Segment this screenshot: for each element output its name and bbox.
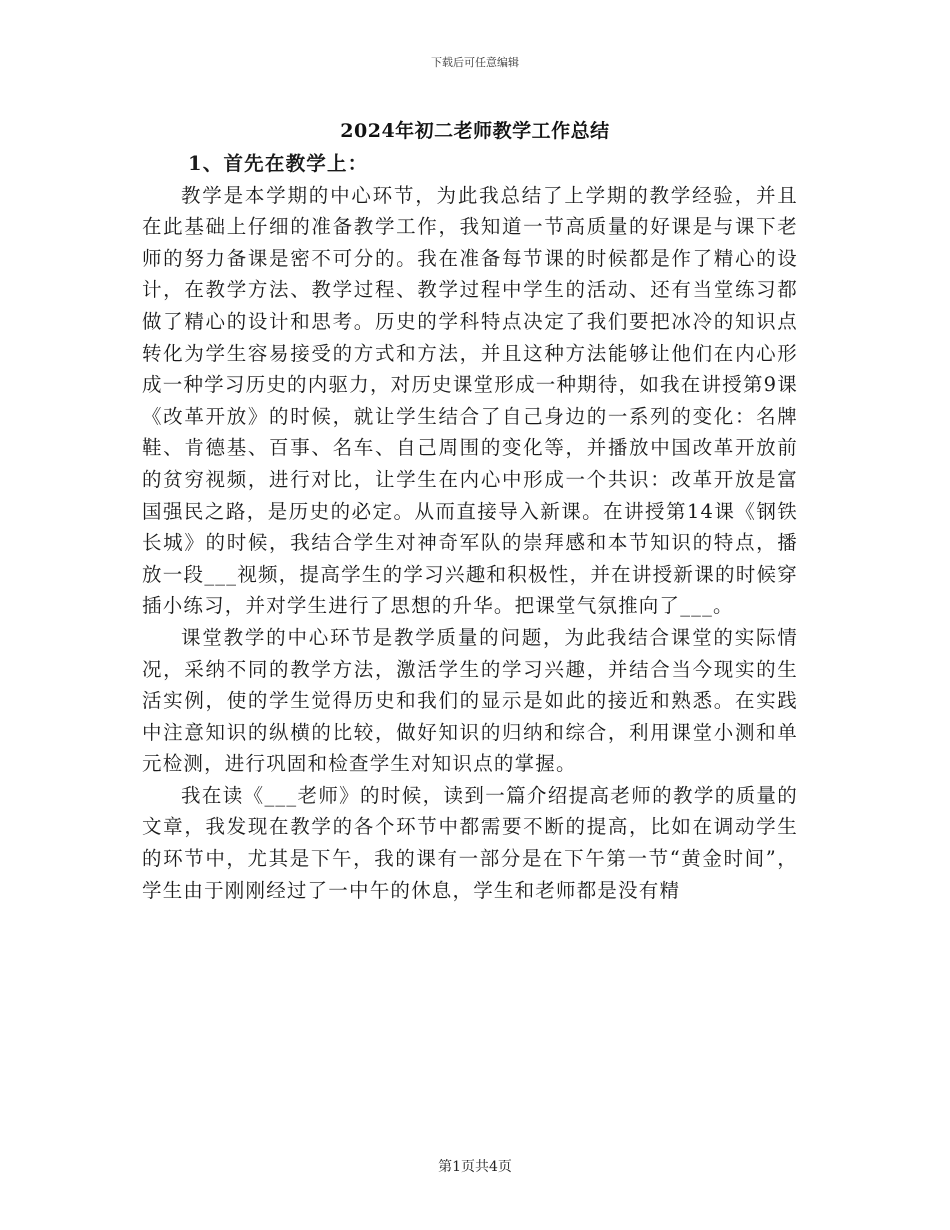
page-footer-number: 第1页共4页 [438, 1159, 512, 1175]
page-header-note: 下载后可任意编辑 [431, 56, 519, 69]
document-body [142, 148, 798, 906]
paragraph-3: 我在读《___老师》的时候，读到一篇介绍提高老师的教学的质量的文章，我发现在教学的各个环节中都需要不断的提高，比如在调动学生的环节中，尤其是下午，我的课有一部分是在下午第一节“黄金时间”，学生由于刚刚经过了一中午的休息，学生和老师都是没有精 [142, 783, 798, 902]
paragraph-1: 教学是本学期的中心环节，为此我总结了上学期的教学经验，并且在此基础上仔细的准备教学工作，我知道一节高质量的好课是与课下老师的努力备课是密不可分的。我在准备每节课的时候都是作了精心的设计，在教学方法、教学过程、教学过程中学生的活动、还有当堂练习都做了精心的设计和思考。历史的学科特点决定了我们要把冰冷的知识点转化为学生容易接受的方式和方法，并且这种方法能够让他们在内心形成一种学习历史的内驱力，对历史课堂形成一种期待，如我在讲授第9课《改革开放》的时候，就让学生结合了自己身边的一系列的变化：名牌鞋、肯德基、百事、名车、自己周围的变化等，并播放中国改革开放前的贫穷视频，进行对比，让学生在内心中形成一个共识：改革开放是富国强民之路，是历史的必定。从而直接导入新课。在讲授第14课《钢铁长城》的时候，我结合学生对神奇军队的崇拜感和本节知识的特点，播放一段___视频，提高学生的学习兴趣和积极性，并在讲授新课的时候穿插小练习，并对学生进行了思想的升华。把课堂气氛推向了___。 [142, 183, 798, 618]
paragraph-2: 课堂教学的中心环节是教学质量的问题，为此我结合课堂的实际情况，采纳不同的教学方法，激活学生的学习兴趣，并结合当今现实的生活实例，使的学生觉得历史和我们的显示是如此的接近和熟悉。在实践中注意知识的纵横的比较，做好知识的归纳和综合，利用课堂小测和单元检测，进行巩固和检查学生对知识点的掌握。 [142, 625, 798, 776]
section-heading: 1、首先在教学上： [188, 152, 369, 175]
document-title: 2024年初二老师教学工作总结 [340, 120, 610, 142]
